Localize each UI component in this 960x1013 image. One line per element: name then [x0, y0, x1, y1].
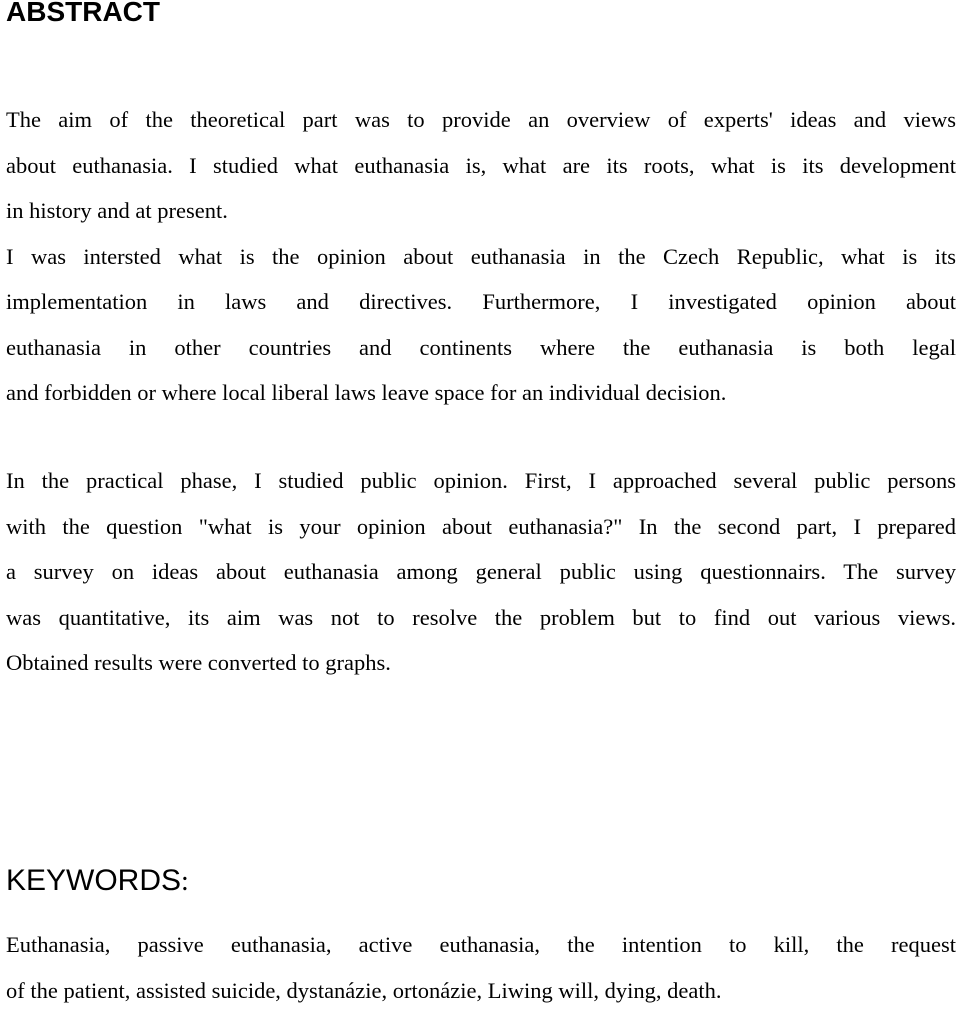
text-line: in history and at present. — [6, 188, 956, 234]
text-line: about euthanasia. I studied what euthanasia is, what are its roots, what is its development — [6, 143, 956, 189]
text-line: euthanasia in other countries and continents where the euthanasia is both legal — [6, 325, 956, 371]
text-line: with the question "what is your opinion about euthanasia?" In the second part, I prepared — [6, 504, 956, 550]
keywords-heading-text: KEYWORDS — [6, 864, 181, 897]
keywords-heading — [6, 866, 189, 897]
keywords-list — [6, 922, 956, 1013]
text-line: implementation in laws and directives. Furthermore, I investigated opinion about — [6, 279, 956, 325]
text-line: The aim of the theoretical part was to provide an overview of experts' ideas and views — [6, 97, 956, 143]
text-line: Obtained results were converted to graphs. — [6, 640, 956, 686]
text-line: was quantitative, its aim was not to resolve the problem but to find out various views. — [6, 595, 956, 641]
text-line: and forbidden or where local liberal laws leave space for an individual decision. — [6, 370, 956, 416]
abstract-heading: ABSTRACT — [6, 0, 160, 26]
text-line: I was intersted what is the opinion about euthanasia in the Czech Republic, what is its — [6, 234, 956, 280]
text-line: In the practical phase, I studied public opinion. First, I approached several public persons — [6, 458, 956, 504]
keywords-heading-colon: : — [181, 866, 189, 897]
abstract-paragraph-2 — [6, 458, 956, 686]
text-line: a survey on ideas about euthanasia among general public using questionnairs. The survey — [6, 549, 956, 595]
abstract-paragraph-1 — [6, 97, 956, 416]
text-line: Euthanasia, passive euthanasia, active euthanasia, the intention to kill, the request — [6, 922, 956, 968]
text-line: of the patient, assisted suicide, dystanázie, ortonázie, Liwing will, dying, death. — [6, 968, 956, 1013]
